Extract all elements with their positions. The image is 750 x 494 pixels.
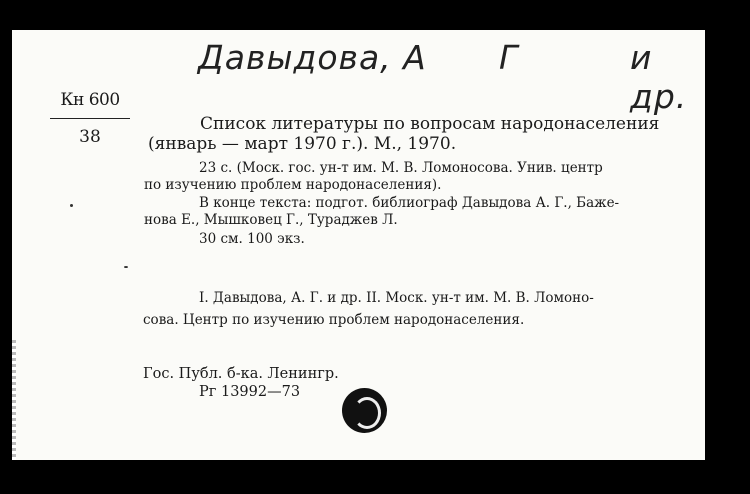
entry-title-line-2: (январь — март 1970 г.). М., 1970.: [148, 134, 457, 154]
entry-note-line-2: нова Е., Мышковец Г., Тураджев Л.: [144, 212, 398, 228]
shelfmark-divider: [50, 118, 130, 119]
tracings-line-2: сова. Центр по изучению проблем народонаселения.: [143, 312, 525, 328]
handwritten-initial: Г: [499, 38, 519, 77]
tracings-line: I. Давыдова, А. Г. и др. II. Моск. ун-т им. М. В. Ломоно-: [199, 290, 594, 306]
card-edge: [12, 340, 16, 460]
handwritten-author: Давыдова, А: [198, 38, 427, 77]
entry-collation-line-2: по изучению проблем народонаселения).: [144, 177, 442, 193]
entry-collation-line: 23 с. (Моск. гос. ун-т им. М. В. Ломоносова. Унив. центр: [199, 160, 603, 176]
library-name: Гос. Публ. б-ка. Ленингр.: [143, 366, 339, 382]
handwritten-others: и др.: [630, 38, 688, 116]
entry-note-line: В конце текста: подгот. библиограф Давыдова А. Г., Баже-: [199, 195, 620, 211]
shelfmark: [50, 90, 130, 147]
shelfmark-top: Кн 600: [60, 90, 120, 110]
speck: [124, 266, 128, 268]
library-stamp: [342, 388, 387, 433]
catalog-card: [12, 30, 705, 460]
entry-title-line: Список литературы по вопросам народонаселения: [200, 114, 660, 134]
shelfmark-bottom: 38: [79, 127, 101, 147]
speck: [70, 204, 73, 207]
library-number: Рг 13992—73: [199, 384, 301, 400]
entry-size-line: 30 см. 100 экз.: [199, 231, 305, 247]
